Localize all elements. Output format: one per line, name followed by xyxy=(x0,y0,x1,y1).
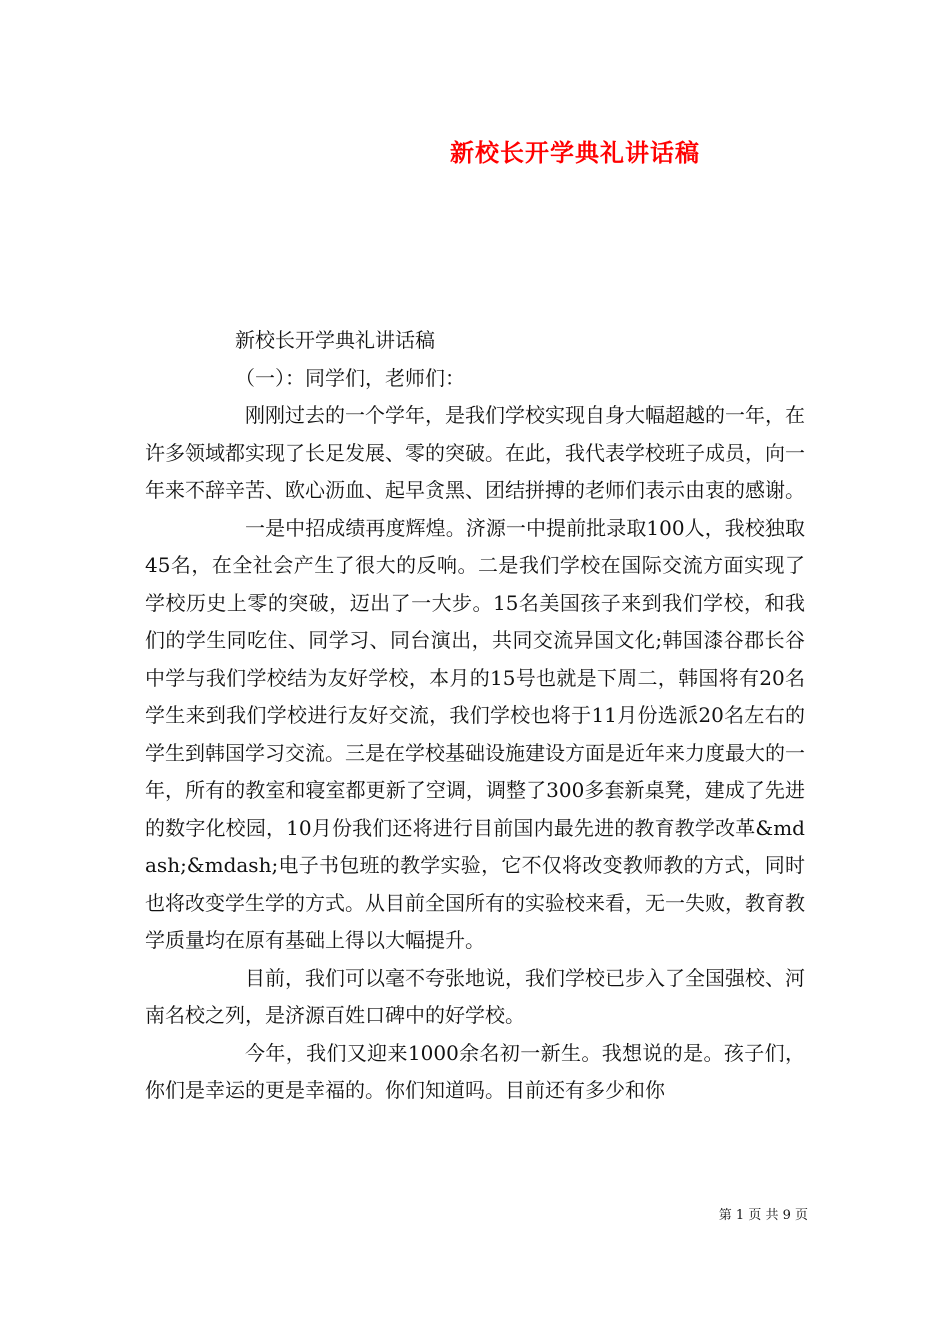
document-title: 新校长开学典礼讲话稿 xyxy=(450,138,700,167)
paragraph-3: 目前，我们可以毫不夸张地说，我们学校已步入了全国强校、河南名校之列，是济源百姓口碑中的好学校。 xyxy=(145,965,805,1027)
paragraph-1: 刚刚过去的一个学年，是我们学校实现自身大幅超越的一年，在许多领域都实现了长足发展、零的突破。在此，我代表学校班子成员，向一年来不辞辛苦、欧心沥血、起早贪黑、团结拼搏的老师们表示由衷的感谢。 xyxy=(145,403,805,502)
salutation: （一）：同学们，老师们： xyxy=(235,365,465,390)
paragraph-2: 一是中招成绩再度辉煌。济源一中提前批录取100人，我校独取45名，在全社会产生了很大的反响。二是我们学校在国际交流方面实现了学校历史上零的突破，迈出了一大步。15名美国孩子来到我们学校，和我们的学生同吃住、同学习、同台演出，共同交流异国文化;韩国漆谷郡长谷中学与我们学校结为友好学校，本月的15号也就是下周二，韩国将有20名学生来到我们学校进行友好交流，我们学校也将于11月份选派20名左右的学生到韩国学习交流。三是在学校基础设施建设方面是近年来力度最大的一年，所有的教室和寝室都更新了空调，调整了300多套新桌凳，建成了先进的数字化校园，10月份我们还将进行目前国内最先进的教育教学改革&mdash;&mdash;电子书包班的教学实验，它不仅将改变教师教的方式，同时也将改变学生学的方式。从目前全国所有的实验校来看，无一失败，教育教学质量均在原有基础上得以大幅提升。 xyxy=(145,515,805,952)
document-subtitle: 新校长开学典礼讲话稿 xyxy=(235,328,435,352)
paragraph-4: 今年，我们又迎来1000余名初一新生。我想说的是。孩子们，你们是幸运的更是幸福的。你们知道吗。目前还有多少和你 xyxy=(145,1040,805,1102)
document-body xyxy=(145,322,805,1110)
page-number-footer: 第 1 页 共 9 页 xyxy=(718,1208,808,1223)
